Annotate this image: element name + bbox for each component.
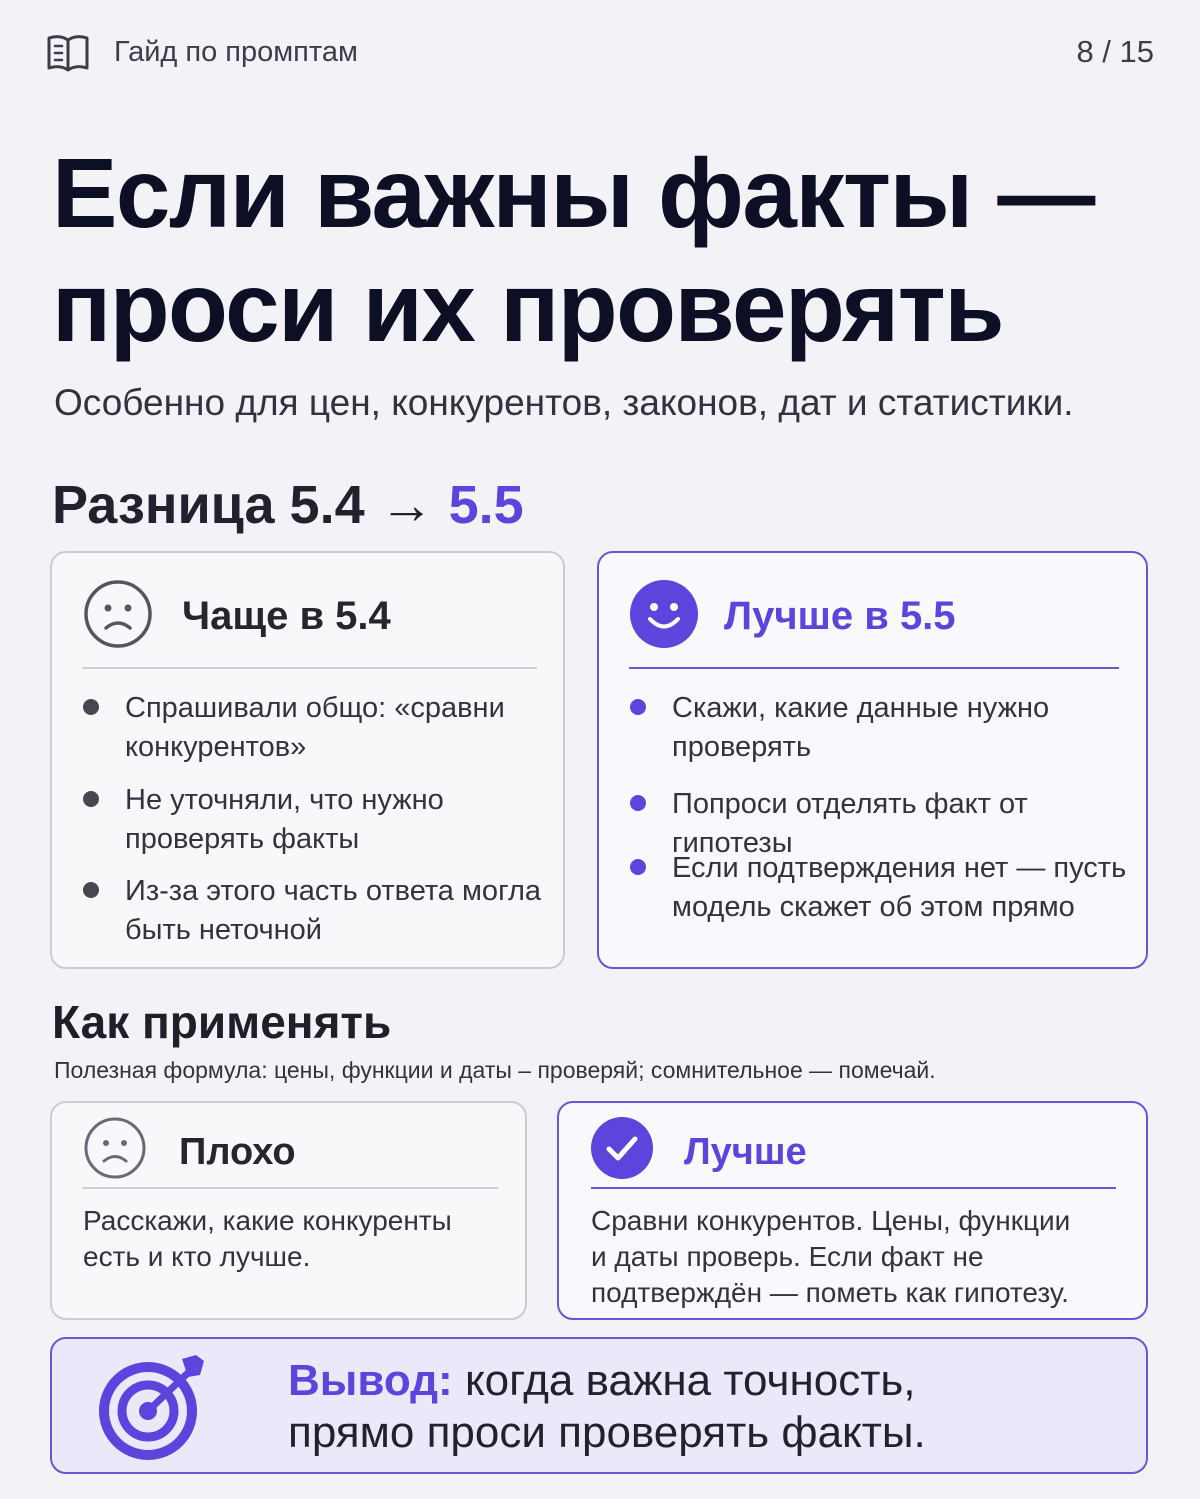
new-card-title: Лучше в 5.5	[724, 594, 956, 638]
bullet-dot	[630, 859, 646, 875]
target-icon	[96, 1351, 212, 1461]
page-title-line-1: Если важны факты —	[52, 138, 1094, 248]
bullet-dot	[83, 699, 99, 715]
how-to-title: Как применять	[52, 996, 392, 1048]
sad-face-icon	[83, 579, 153, 649]
header	[46, 30, 1154, 76]
conclusion-text: Вывод: когда важна точность, прямо проси проверять факты.	[288, 1356, 926, 1457]
good-example-divider	[591, 1187, 1116, 1189]
old-card-title: Чаще в 5.4	[182, 594, 391, 638]
old-version-card	[50, 551, 565, 969]
check-circle-icon	[591, 1117, 653, 1179]
page-subtitle: Особенно для цен, конкурентов, законов, дат и статистики.	[54, 382, 1074, 423]
good-example-text: Сравни конкурентов. Цены, функции и даты проверь. Если факт не подтверждён — пометь как гипотезу.	[591, 1205, 1071, 1308]
page-indicator: 8 / 15	[1076, 34, 1154, 69]
page-title	[52, 136, 1094, 364]
difference-title-prefix: Разница 5.4 →	[52, 475, 434, 535]
bullet-dot	[83, 882, 99, 898]
list-item: Скажи, какие данные нужно проверять	[672, 689, 1049, 767]
difference-title-version: 5.5	[448, 475, 524, 535]
list-item: Попроси отделять факт от гипотезы	[672, 785, 1146, 863]
difference-title	[52, 474, 524, 536]
bad-example-text: Расскажи, какие конкуренты есть и кто лучше.	[83, 1205, 452, 1272]
good-example-title: Лучше	[684, 1131, 807, 1173]
smile-face-icon	[629, 579, 699, 649]
bad-example-divider	[82, 1187, 498, 1189]
bullet-dot	[630, 795, 646, 811]
good-example-card	[557, 1101, 1148, 1320]
list-item: Если подтверждения нет — пусть модель скажет об этом прямо	[672, 849, 1126, 927]
conclusion-banner	[50, 1337, 1148, 1474]
old-card-divider	[82, 667, 537, 669]
list-item: Из-за этого часть ответа могла быть неточной	[125, 872, 541, 950]
new-card-divider	[629, 667, 1119, 669]
conclusion-label: Вывод:	[288, 1356, 453, 1405]
guide-title: Гайд по промптам	[114, 36, 358, 68]
bullet-dot	[83, 791, 99, 807]
list-item: Не уточняли, что нужно проверять факты	[125, 781, 444, 859]
list-item: Спрашивали общо: «сравни конкурентов»	[125, 689, 505, 767]
bad-example-title: Плохо	[179, 1131, 296, 1173]
new-version-card	[597, 551, 1148, 969]
bullet-dot	[630, 699, 646, 715]
bad-example-card	[50, 1101, 527, 1320]
book-icon	[46, 32, 90, 74]
how-to-subtitle: Полезная формула: цены, функции и даты – проверяй; сомнительное — помечай.	[54, 1057, 936, 1083]
page-title-line-2: проси их проверять	[52, 252, 1003, 362]
sad-face-icon	[84, 1117, 146, 1179]
